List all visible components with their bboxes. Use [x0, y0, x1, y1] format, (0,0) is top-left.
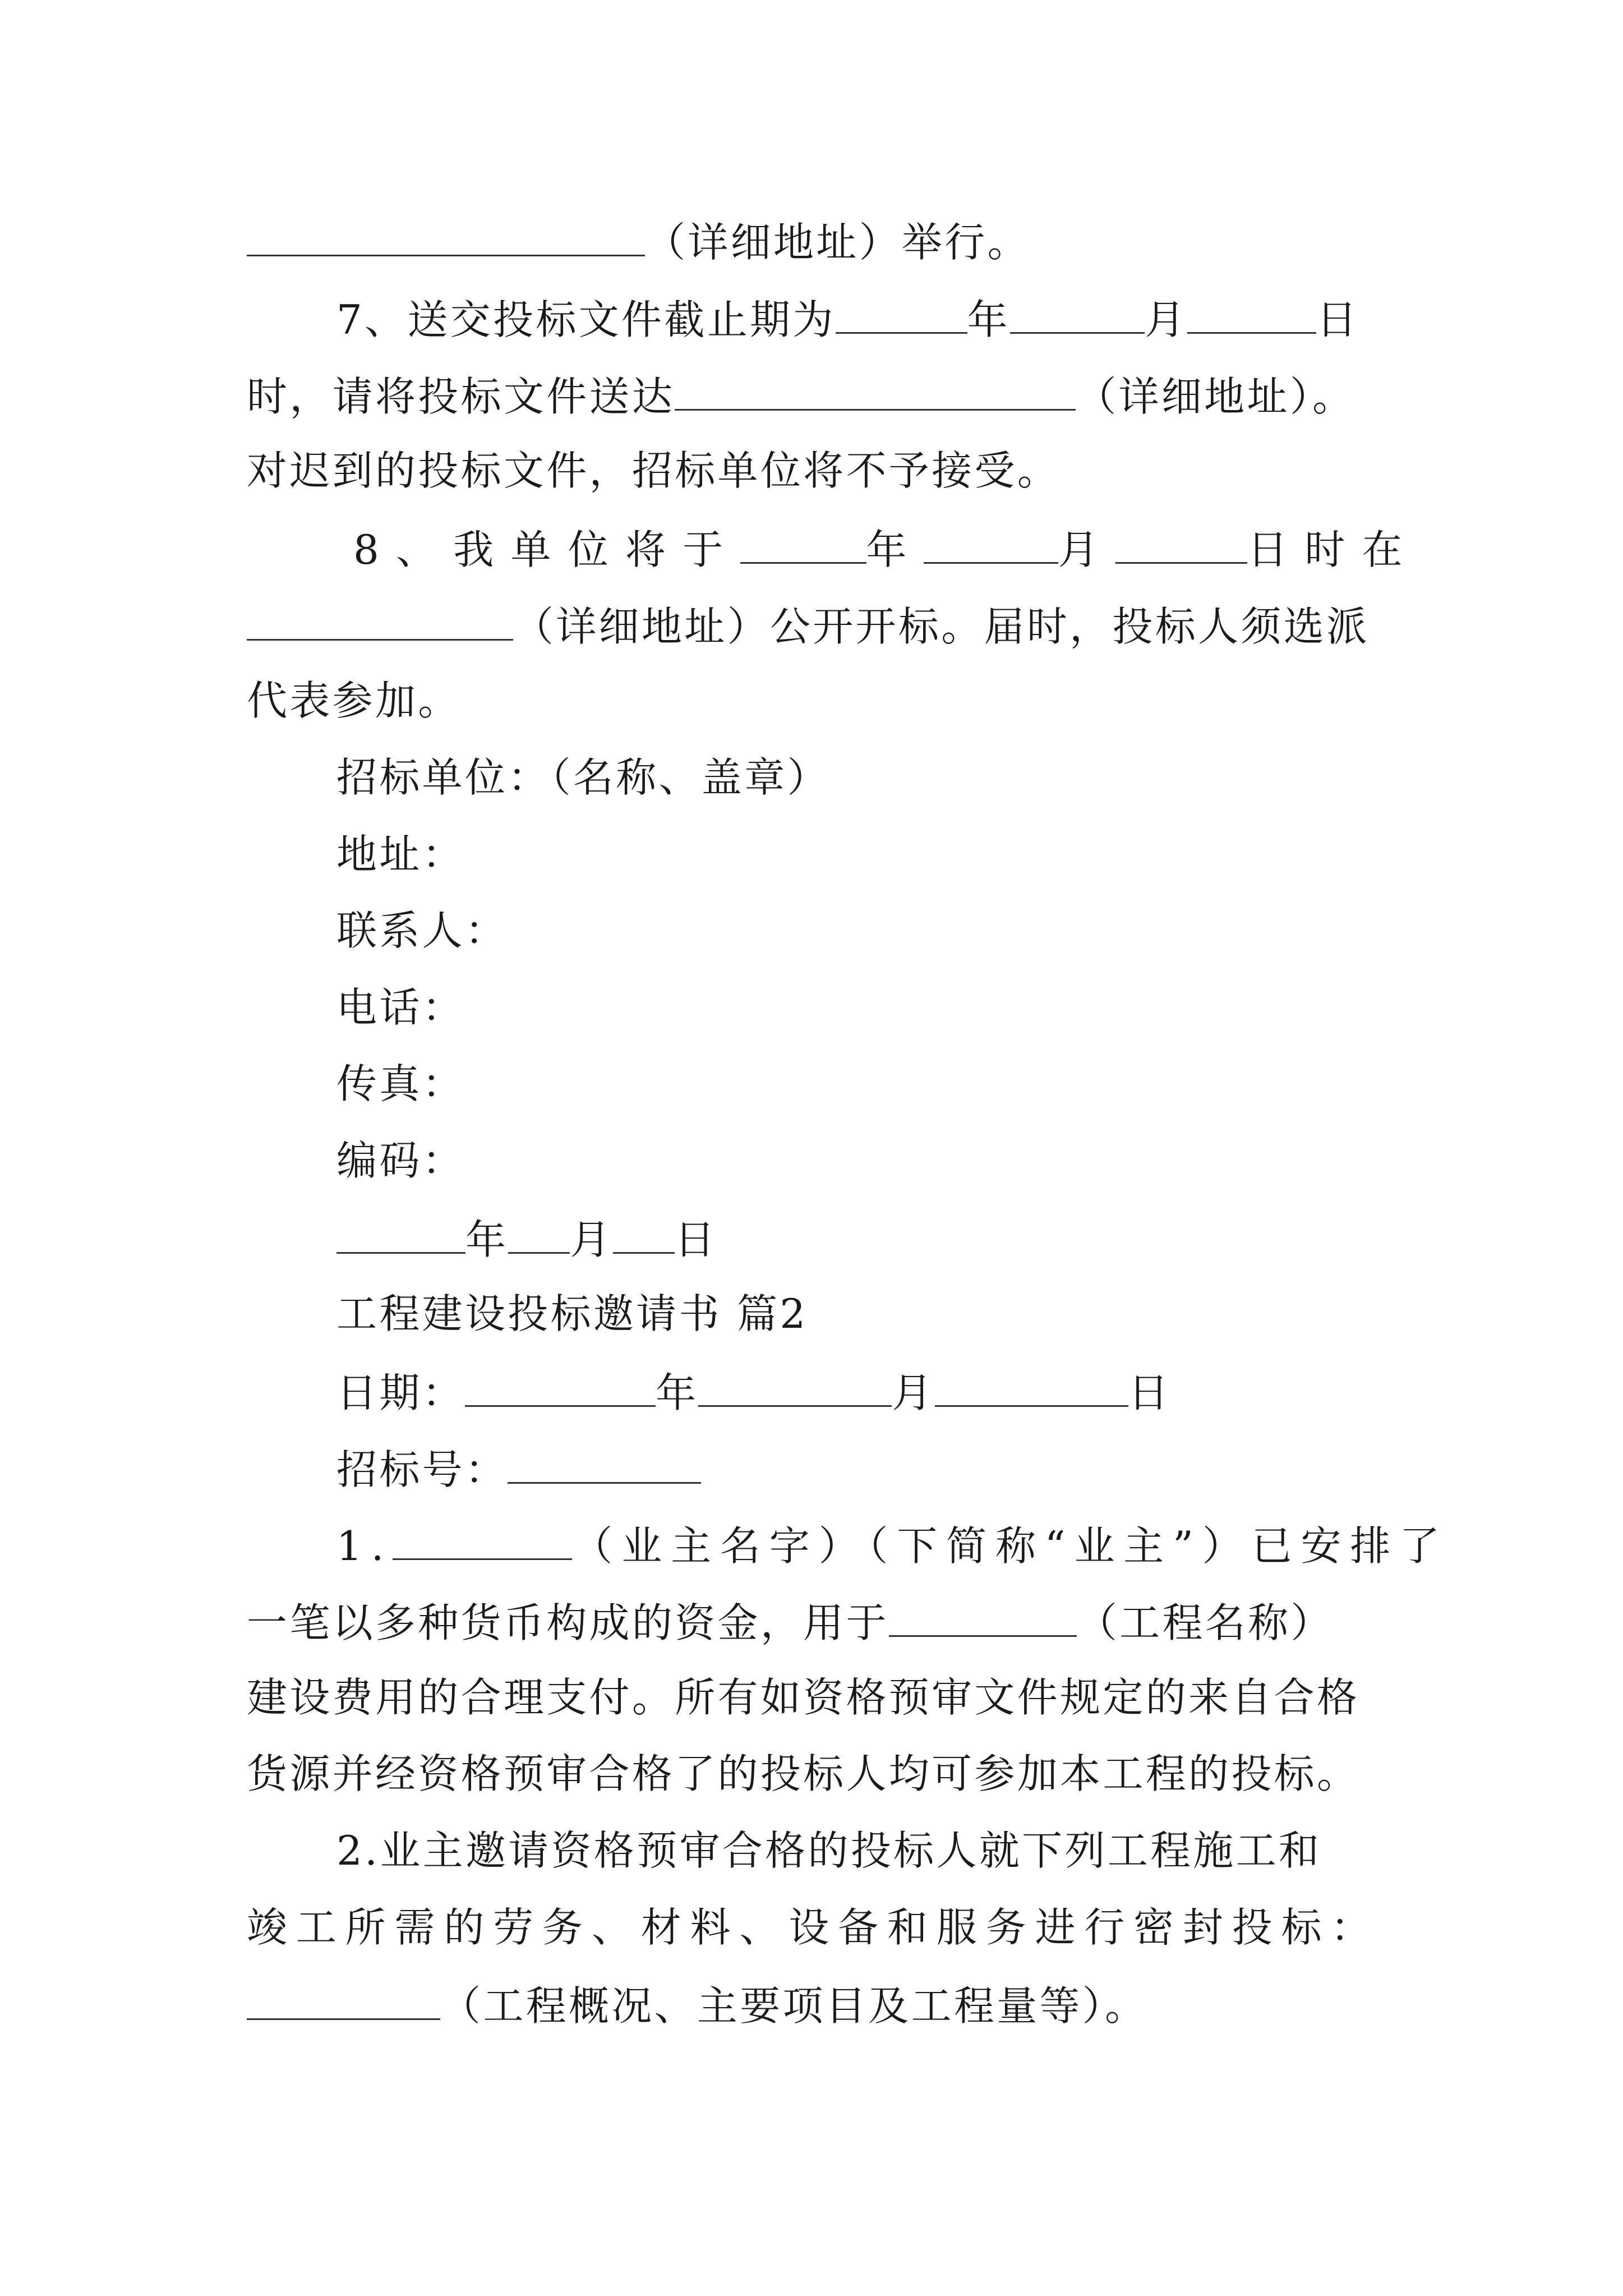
text-line: [336, 754, 830, 801]
text: （详细地址）。: [1076, 373, 1355, 420]
text: 对迟到的投标文件，招标单位将不予接受。: [247, 447, 1061, 494]
text: （详细地址）举行。: [645, 219, 1030, 266]
text-line: [353, 526, 1419, 573]
text-line: [247, 1750, 1360, 1797]
text: 日: [674, 1216, 717, 1263]
text-line: [247, 603, 1370, 650]
section-heading: [336, 1290, 808, 1337]
text-line: [247, 1674, 1360, 1721]
text: 工程建设投标邀请书 篇2: [336, 1290, 808, 1337]
text-line: [336, 831, 465, 878]
text-line: [247, 1599, 1334, 1646]
blank-field: [889, 1600, 1077, 1637]
blank-field: [508, 1217, 570, 1254]
blank-field: [393, 1524, 572, 1560]
text-line: [247, 1904, 1380, 1951]
text-line: [336, 1522, 1449, 1570]
blank-field: [247, 220, 645, 256]
text: 日: [1128, 1369, 1171, 1416]
text: 一笔以多种货币构成的资金，用于: [247, 1599, 889, 1646]
blank-field: [935, 1370, 1128, 1407]
blank-field: [508, 1447, 701, 1484]
text: 月: [1058, 526, 1115, 573]
text-line: [247, 219, 1030, 266]
text: 年: [655, 1369, 699, 1416]
text: 年: [967, 296, 1010, 343]
text: 月: [570, 1216, 613, 1263]
text-line: [336, 1137, 465, 1184]
blank-field: [698, 1370, 892, 1407]
blank-field: [924, 527, 1058, 564]
text: 地址：: [336, 831, 465, 878]
text-line: [247, 677, 461, 724]
blank-field: [336, 1217, 465, 1254]
text: 日时在: [1247, 526, 1419, 573]
text-line: [336, 296, 1359, 343]
text: 时，请将投标文件送达: [247, 373, 675, 420]
blank-field: [836, 297, 967, 334]
text: 7、送交投标文件截止期为: [336, 296, 836, 343]
blank-field: [1010, 297, 1145, 334]
text: 月: [892, 1369, 935, 1416]
text: 电话：: [336, 984, 465, 1031]
text-line: [336, 1446, 701, 1493]
text: 代表参加。: [247, 677, 461, 724]
text-line: [336, 907, 508, 954]
text-line: [336, 1369, 1171, 1416]
text: 招标单位：（名称、盖章）: [336, 754, 830, 801]
text: 2.业主邀请资格预审合格的投标人就下列工程施工和: [336, 1827, 1322, 1874]
text: 月: [1144, 296, 1188, 343]
text: 建设费用的合理支付。所有如资格预审文件规定的来自合格: [247, 1674, 1360, 1721]
text-line: [336, 1060, 465, 1107]
text-line: [336, 1827, 1322, 1874]
blank-field: [1187, 297, 1316, 334]
text-line: [336, 1216, 717, 1263]
text: 日期：: [336, 1369, 465, 1416]
text: 1.: [336, 1522, 393, 1570]
text-line: [247, 373, 1355, 420]
blank-field: [613, 1217, 675, 1254]
text: （工程名称）: [1076, 1599, 1334, 1646]
blank-field: [740, 527, 866, 564]
text-line: [336, 984, 465, 1031]
text: 货源并经资格预审合格了的投标人均可参加本工程的投标。: [247, 1750, 1360, 1797]
text: 传真：: [336, 1060, 465, 1107]
text: 招标号：: [336, 1446, 508, 1493]
text: （工程概况、主要项目及工程量等）。: [440, 1982, 1148, 2030]
blank-field: [247, 1984, 440, 2020]
blank-field: [1115, 527, 1247, 564]
text: （详细地址）公开开标。届时，投标人须选派: [513, 603, 1370, 650]
text: 年: [866, 526, 924, 573]
text: 联系人：: [336, 907, 508, 954]
text: 8、我单位将于: [353, 526, 740, 573]
text: 竣工所需的劳务、材料、设备和服务进行密封投标：: [247, 1904, 1380, 1951]
blank-field: [465, 1370, 656, 1407]
text: 年: [465, 1216, 509, 1263]
text: 编码：: [336, 1137, 465, 1184]
text: 日: [1316, 296, 1359, 343]
blank-field: [675, 374, 1076, 411]
text-line: [247, 1982, 1148, 2030]
text: （业主名字）（下简称“业主”）已安排了: [572, 1522, 1449, 1570]
blank-field: [247, 604, 513, 641]
text-line: [247, 447, 1061, 494]
